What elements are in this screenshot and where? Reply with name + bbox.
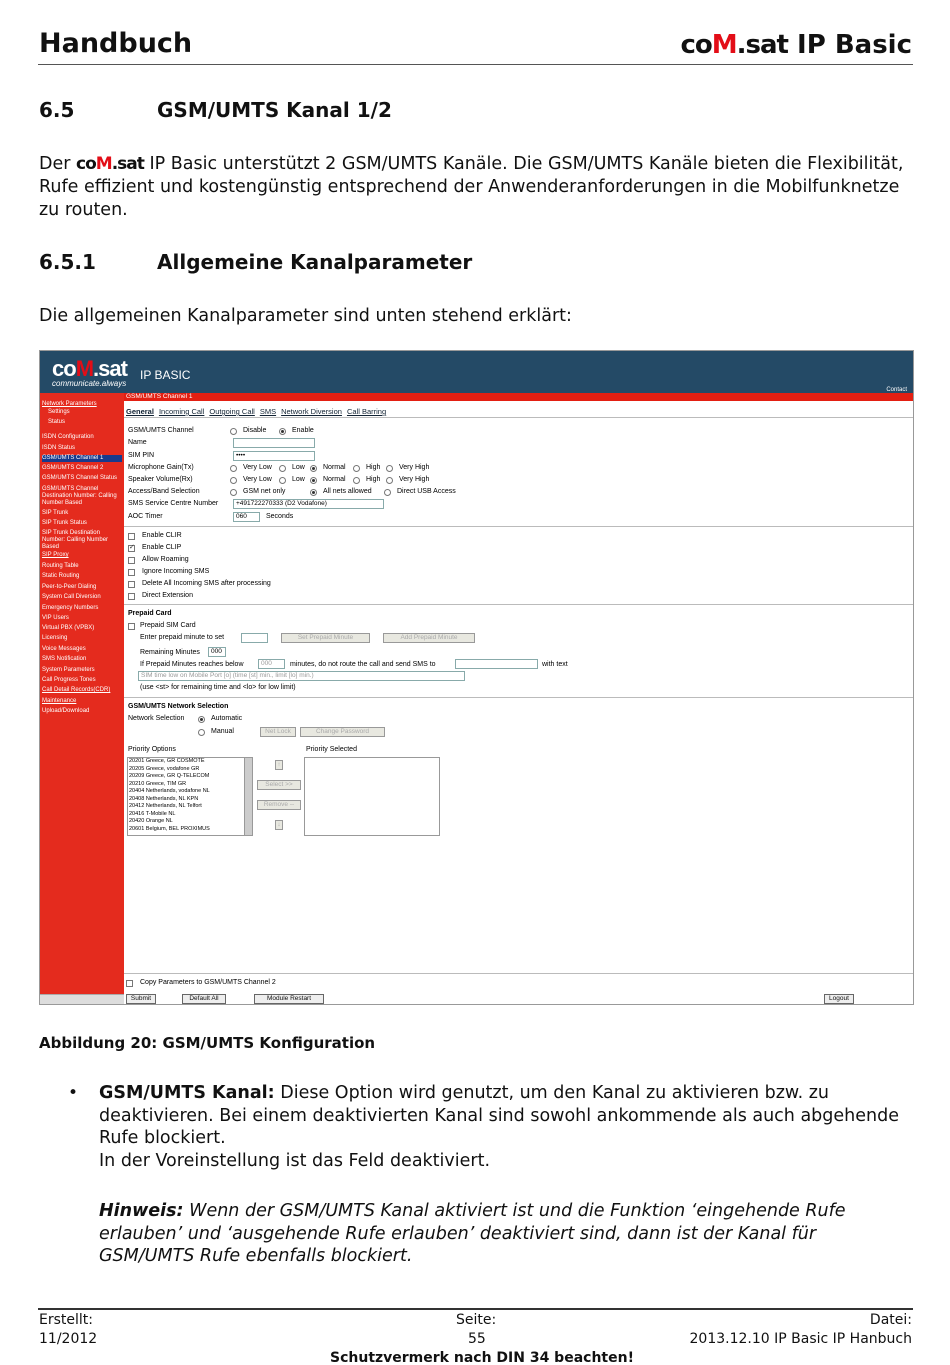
manual-radio[interactable] [198,729,205,736]
select-button[interactable]: Select >> [257,780,301,790]
contact-link[interactable]: Contact [886,387,907,393]
page-header-title: Handbuch [39,28,193,59]
list-item[interactable]: 20420 Orange NL [129,818,173,824]
gain-label: Normal [323,464,346,471]
move-up-button[interactable]: ↑ [275,760,283,770]
name-input[interactable] [233,438,315,448]
prepaid-sim-checkbox[interactable] [128,623,135,630]
list-item[interactable]: 20601 Belgium, BEL PROXIMUS [129,825,210,832]
sidebar-item[interactable]: GSM/UMTS Channel Destination Number: Calling Number Based [42,486,117,506]
app-product: IP BASIC [140,368,191,382]
priority-selected-list[interactable] [304,757,440,836]
list-item[interactable]: 20209 Greece, GR Q-TELECOM [129,773,210,779]
app-logo: coM.sat [52,356,127,381]
gain-radio[interactable] [386,477,393,484]
sidebar-item[interactable]: Maintenance [42,698,77,704]
configuration-screenshot: coM.sat communicate.always IP BASIC Contact Network Parameters Settings Status ISDN Configuration ISDN Status GSM/UMTS Channel 1 GSM/UMTS Channel 2 GSM/UMTS Channel Status GSM/UMTS Channel Destination Number: Calling Number Based SIP Trunk SIP Trunk Status SIP Trunk Destination Number: Calling Number Based SIP Proxy Routing Table Static Routing Peer-to-Peer Dialing System Call Diversion Emergency Numbers VIP Users Virtual PBX (VPBX) Licensing Voice Messages SMS Notification System Parameters Call Progress Tones Call Detail Records(CDR) Maintenance Upload/Download GSM/UMTS Channel 1 General Incoming Call Outgoing Call SMS Network Diversion Call Barring GSM/UMTS Channel Disable Enable Name SIM PIN •••• Microphone Gain(Tx) Speaker Volume(Rx) Very Low Low Normal High Very High Very Low Low Normal High Very High Access/Band Selection GSM net only All nets allowed Direct USB Access SMS Service Centre Number +491722270333 (D2 Vodafone) AOC Timer 060 Seconds Enable CLIR ✓ Enable CLIP Allow Roaming Ignore Incoming SMS Delete All Incoming SMS after processing Direct Extension Prepaid Card Prepaid SIM Card Enter prepaid minute to set Set Prepaid Minute Add Prepaid Minute Remaining Minutes 000 If Prepaid Minutes reaches below 000 minutes, do not route the call and send SMS to with text SIM time low on Mobile Port [o] (time [st] min., limit [lo] min.) (use <st> for remaining time and <lo> for low limit) GSM/UMTS Network Selection Network Selection Automatic Manual Net Lock Change Password Priority Options Priority Selected 20201 Greece, GR COSMOTE 20205 Greece, vodafone GR 20209 Greece, GR Q-TELECOM 20210 Greece, TIM GR 20404 Netherlands, vodafone NL 20408 Netherlands, NL KPN 20412 Netherlands, NL Telfort 20416 T-Mobile NL 20420 Orange NL 20601 Belgium, BEL PROXIMUS ↑ Select >> Remove -- ↓ Copy Parameters to GSM/UMTS Channel 2 Submit Default All Module Restart Logout [39,350,914,1005]
tab[interactable]: Network Diversion [281,407,342,416]
figure-caption: Abbildung 20: GSM/UMTS Konfiguration [39,1034,376,1052]
gsm-only-radio[interactable] [230,489,237,496]
sms-number-input[interactable] [455,659,538,669]
sim-pin-input[interactable]: •••• [233,451,315,461]
sidebar-item[interactable]: Licensing [42,635,68,641]
gain-label: Low [292,464,305,471]
smsc-select[interactable]: +491722270333 (D2 Vodafone) [233,499,384,509]
bullet-text: GSM/UMTS Kanal: Diese Option wird genutzt, um den Kanal zu aktivieren bzw. zu deaktivieren. Bei einem deaktivierten Kanal sind sowohl ankommende als auch abgehende Rufe blockiert. In der Voreinstellung ist das Feld deaktiviert. [99,1083,899,1171]
logout-button[interactable]: Logout [824,994,854,1004]
sidebar-item[interactable]: Status [48,419,66,425]
tab[interactable]: Call Barring [346,407,387,416]
sidebar-item[interactable]: Routing Table [42,563,79,569]
add-prepaid-button[interactable]: Add Prepaid Minute [383,633,475,643]
set-prepaid-button[interactable]: Set Prepaid Minute [281,633,370,643]
page-header-brand [681,30,913,60]
sidebar-item[interactable]: Static Routing [42,573,80,579]
sidebar-scrollbar[interactable] [40,994,124,1004]
gain-radio[interactable] [353,465,360,472]
gain-label: Very Low [243,464,272,471]
disable-radio[interactable] [230,428,237,435]
sidebar-item[interactable]: Call Progress Tones [42,677,96,683]
list-item[interactable]: 20412 Netherlands, NL Telfort [129,803,202,809]
option-checkbox[interactable] [128,581,135,588]
note-text: Hinweis: Wenn der GSM/UMTS Kanal aktiviert ist und die Funktion ‘eingehende Rufe erlauben’ und ‘ausgehende Rufe erlauben’ deaktiviert sind, dann ist der Kanal für GSM/UMTS Rufe ebenfalls blockiert. [99,1201,846,1266]
gain-label: High [366,464,381,471]
subsection-text: Die allgemeinen Kanalparameter sind unten stehend erklärt: [39,306,572,326]
gain-radio[interactable] [310,465,317,472]
prepaid-minute-input[interactable] [241,633,268,643]
change-password-button[interactable]: Change Password [300,727,385,737]
list-item[interactable]: 20210 Greece, TIM GR [129,780,187,787]
net-lock-button[interactable]: Net Lock [260,727,296,737]
automatic-radio[interactable] [198,716,205,723]
gain-radio[interactable] [230,477,237,484]
tab-bar [126,407,391,416]
footer-rule [38,1308,913,1310]
sidebar-item[interactable]: Call Detail Records(CDR) [42,687,111,693]
bullet-dot: • [68,1083,79,1103]
gain-radio[interactable] [279,465,286,472]
tab[interactable]: SMS [259,407,277,416]
sidebar-item[interactable]: SIP Trunk Destination Number: Calling Number Based [42,530,109,550]
remaining-minutes-input[interactable]: 000 [208,647,226,657]
remove-button[interactable]: Remove -- [257,800,301,810]
app-tagline: communicate.always [52,379,127,388]
reach-below-input[interactable]: 000 [258,659,285,669]
app-sidebar [40,393,124,996]
gain-label: Very Low [243,476,272,483]
breadcrumb: GSM/UMTS Channel 1 [124,393,913,401]
option-label: Direct Extension [142,592,193,599]
option-label: Delete All Incoming SMS after processing [142,580,271,587]
priority-options-list[interactable] [127,757,253,836]
option-checkbox[interactable] [128,545,135,552]
app-topbar [40,351,913,397]
section-intro: Der coM.sat IP Basic unterstützt 2 GSM/UMTS Kanäle. Die GSM/UMTS Kanäle bieten die Flexibilität, Rufe effizient und kostengünstig entsprechend der Anwenderanforderungen in die Mobilfunknetze zu routen. [39,154,904,220]
sidebar-item[interactable]: Virtual PBX (VPBX) [42,625,95,631]
brand-logo: coM.sat [680,30,788,60]
gain-label: Low [292,476,305,483]
sidebar-item[interactable]: Voice Messages [42,646,86,652]
sidebar-item[interactable]: Upload/Download [42,708,90,714]
tab[interactable]: Incoming Call [158,407,205,416]
option-checkbox[interactable] [128,569,135,576]
brand-logo-inline: coM.sat [76,154,144,174]
option-label: Enable CLIP [142,544,182,551]
button-bar [124,992,913,1005]
footer-notice: Schutzvermerk nach DIN 34 beachten! [330,1350,634,1365]
sidebar-item[interactable]: System Call Diversion [42,594,101,600]
footer-file-label: Datei: [869,1312,912,1328]
list-item[interactable]: 20205 Greece, vodafone GR [129,765,200,772]
sidebar-item[interactable]: GSM/UMTS Channel 1 [42,455,122,462]
gain-label: High [366,476,381,483]
list-item[interactable]: 20416 T-Mobile NL [129,810,176,817]
list-item[interactable]: 20201 Greece, GR COSMOTE [129,758,205,764]
sidebar-item[interactable]: GSM/UMTS Channel Status [42,475,118,481]
module-restart-button[interactable]: Module Restart [254,994,324,1004]
sidebar-item[interactable]: SIP Trunk [42,510,69,516]
gain-radio[interactable] [230,465,237,472]
gain-label: Normal [323,476,346,483]
footer-file: 2013.12.10 IP Basic IP Hanbuch [689,1331,912,1347]
copy-params-checkbox[interactable] [126,980,133,987]
footer-page: 55 [468,1331,486,1347]
subsection-heading: 6.5.1 Allgemeine Kanalparameter [39,250,473,274]
gain-radio[interactable] [279,477,286,484]
option-label: Ignore Incoming SMS [142,568,210,575]
footer-created-label: Erstellt: [39,1312,93,1328]
header-product: IP Basic [797,30,912,60]
sidebar-item[interactable]: Peer-to-Peer Dialing [42,584,97,590]
default-all-button[interactable]: Default All [182,994,226,1004]
sidebar-item[interactable]: SMS Notification [42,656,87,662]
option-checkbox[interactable] [128,593,135,600]
sms-text-input[interactable]: SIM time low on Mobile Port [o] (time [st] min., limit [lo] min.) [138,671,465,681]
sidebar-item[interactable]: SIP Trunk Status [42,520,87,526]
sidebar-item[interactable]: GSM/UMTS Channel 2 [42,465,104,471]
aoc-timer-input[interactable]: 060 [233,512,260,522]
move-down-button[interactable]: ↓ [275,820,283,830]
option-checkbox[interactable] [128,557,135,564]
list-item[interactable]: 20408 Netherlands, NL KPN [129,795,199,802]
sidebar-item[interactable]: Network Parameters [42,401,97,407]
sidebar-item[interactable]: VIP Users [42,615,69,621]
option-label: Enable CLIR [142,532,182,539]
tab[interactable]: Outgoing Call [209,407,255,416]
sidebar-item[interactable]: Settings [48,409,70,415]
all-nets-radio[interactable] [310,489,317,496]
direct-usb-radio[interactable] [384,489,391,496]
options-scrollbar[interactable] [244,758,252,835]
gain-radio[interactable] [310,477,317,484]
gain-label: Very High [399,476,430,483]
sidebar-item[interactable]: System Parameters [42,667,95,673]
enable-radio[interactable] [279,428,286,435]
tab[interactable]: General [126,407,154,416]
gain-label: Very High [399,464,430,471]
list-item[interactable]: 20404 Netherlands, vodafone NL [129,788,210,794]
submit-button[interactable]: Submit [126,994,156,1004]
sidebar-item[interactable]: Emergency Numbers [42,605,99,611]
option-label: Allow Roaming [142,556,189,563]
footer-page-label: Seite: [456,1312,497,1328]
option-checkbox[interactable] [128,533,135,540]
gain-radio[interactable] [353,477,360,484]
header-rule [38,64,913,65]
section-heading: 6.5 GSM/UMTS Kanal 1/2 [39,98,392,122]
sidebar-item[interactable]: ISDN Status [42,445,76,451]
gain-radio[interactable] [386,465,393,472]
footer-created: 11/2012 [39,1331,98,1347]
sidebar-item[interactable]: ISDN Configuration [42,434,94,440]
sidebar-item[interactable]: SIP Proxy [42,552,69,558]
